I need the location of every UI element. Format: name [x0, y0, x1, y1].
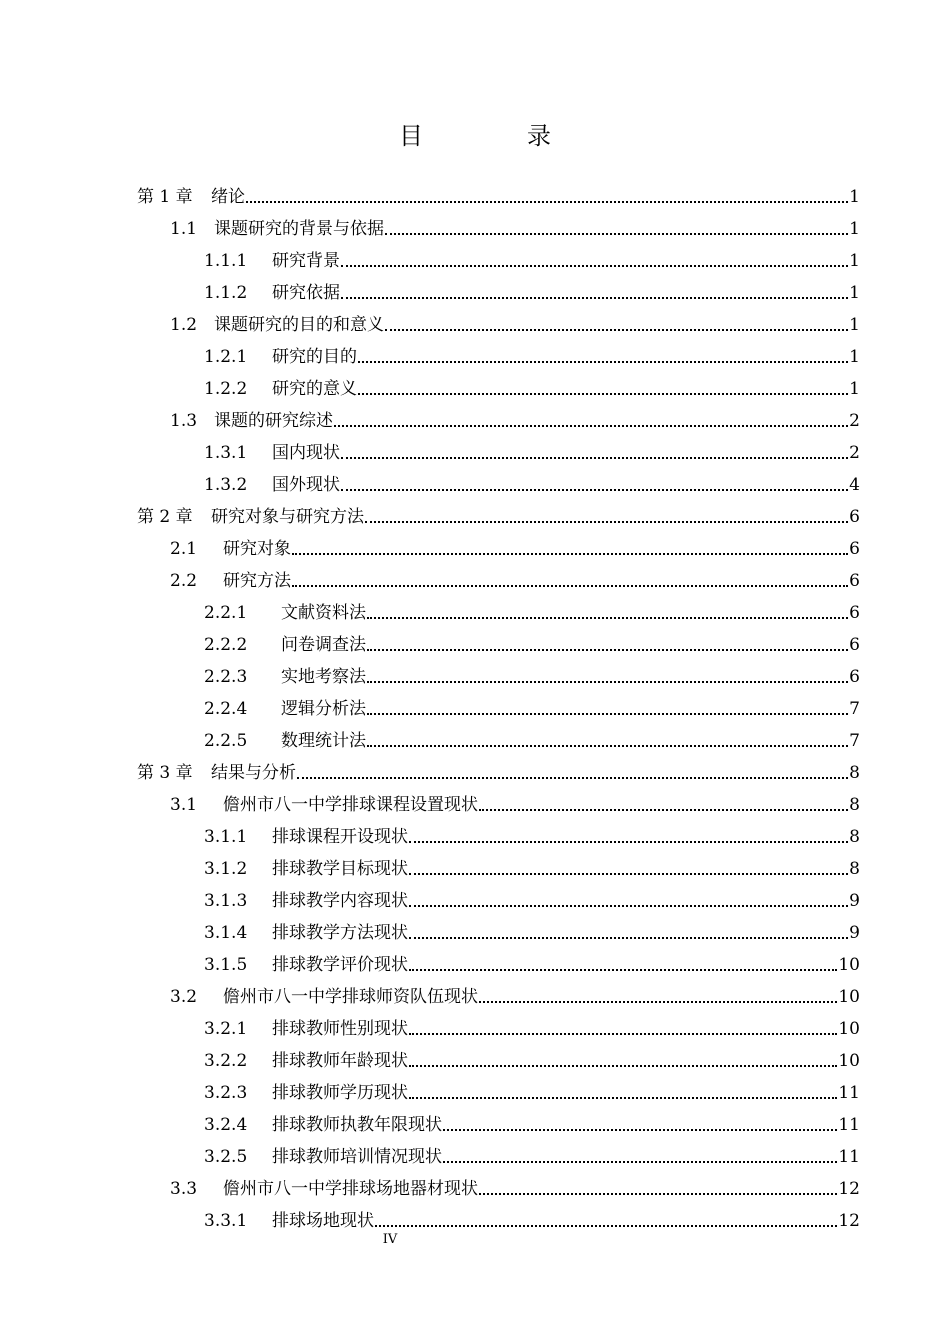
toc-entry-number: 3.1 — [170, 795, 198, 815]
toc-entry[interactable] — [137, 501, 860, 533]
toc-entry[interactable] — [204, 821, 860, 853]
toc-entry[interactable] — [137, 757, 860, 789]
toc-entry-page: 8 — [849, 795, 860, 815]
dot-leader — [443, 1161, 837, 1163]
toc-entry-label: 结果与分析 — [211, 763, 296, 783]
toc-entry-number: 1.2 — [170, 315, 198, 335]
toc-entry-page: 8 — [849, 763, 860, 783]
toc-entry-page: 12 — [838, 1179, 860, 1199]
dot-leader — [341, 297, 848, 299]
toc-entry[interactable] — [204, 661, 860, 693]
dot-leader — [443, 1129, 837, 1131]
page-number-footer: IV — [382, 1232, 398, 1247]
dot-leader — [292, 553, 848, 555]
toc-entry[interactable] — [204, 949, 860, 981]
toc-entry-page: 1 — [849, 379, 860, 399]
toc-entry-label: 研究依据 — [272, 283, 340, 303]
dot-leader — [409, 873, 848, 875]
toc-entry-page: 1 — [849, 187, 860, 207]
toc-entry-label: 实地考察法 — [281, 667, 366, 687]
toc-entry-page: 6 — [849, 667, 860, 687]
toc-entry-number: 1.2.2 — [204, 379, 248, 399]
toc-entry-label: 研究背景 — [272, 251, 340, 271]
dot-leader — [341, 489, 848, 491]
toc-entry-number: 第 3 章 — [137, 763, 193, 783]
toc-entry-page: 6 — [849, 635, 860, 655]
dot-leader — [297, 777, 848, 779]
dot-leader — [367, 681, 848, 683]
toc-entry-number: 3.1.1 — [204, 827, 248, 847]
toc-entry[interactable] — [204, 597, 860, 629]
toc-entry-label: 研究方法 — [223, 571, 291, 591]
toc-entry-label: 课题研究的背景与依据 — [214, 219, 384, 239]
toc-entry-page: 10 — [838, 955, 860, 975]
toc-entry-number: 3.2.3 — [204, 1083, 248, 1103]
toc-entry[interactable] — [170, 405, 860, 437]
toc-entry-label: 排球教学评价现状 — [272, 955, 408, 975]
dot-leader — [409, 1033, 837, 1035]
toc-entry[interactable] — [170, 213, 860, 245]
toc-entry-label: 文献资料法 — [281, 603, 366, 623]
toc-entry[interactable] — [204, 437, 860, 469]
toc-entry-label: 国内现状 — [272, 443, 340, 463]
dot-leader — [409, 1097, 837, 1099]
toc-entry[interactable] — [204, 917, 860, 949]
dot-leader — [409, 841, 848, 843]
toc-entry[interactable] — [204, 725, 860, 757]
toc-entry-number: 3.2 — [170, 987, 198, 1007]
dot-leader — [409, 937, 848, 939]
toc-entry[interactable] — [204, 1013, 860, 1045]
toc-entry-label: 排球教师性别现状 — [272, 1019, 408, 1039]
toc-entry-label: 研究的目的 — [272, 347, 357, 367]
toc-entry-number: 3.2.2 — [204, 1051, 248, 1071]
toc-entry-number: 2.2.2 — [204, 635, 248, 655]
toc-entry-page: 11 — [838, 1083, 860, 1103]
dot-leader — [367, 745, 848, 747]
dot-leader — [367, 649, 848, 651]
toc-entry[interactable] — [204, 629, 860, 661]
toc-entry-page: 7 — [849, 731, 860, 751]
dot-leader — [365, 521, 848, 523]
toc-entry-number: 第 2 章 — [137, 507, 193, 527]
toc-entry[interactable] — [170, 309, 860, 341]
toc-entry-number: 1.2.1 — [204, 347, 248, 367]
dot-leader — [358, 393, 848, 395]
dot-leader — [367, 713, 848, 715]
toc-entry-page: 12 — [838, 1211, 860, 1231]
dot-leader — [246, 201, 848, 203]
toc-entry[interactable] — [204, 693, 860, 725]
toc-entry-page: 1 — [849, 219, 860, 239]
toc-entry[interactable] — [170, 533, 860, 565]
toc-entry[interactable] — [204, 885, 860, 917]
toc-entry-number: 2.2.3 — [204, 667, 248, 687]
toc-entry-label: 课题研究的目的和意义 — [214, 315, 384, 335]
toc-entry[interactable] — [204, 1045, 860, 1077]
toc-entry-number: 2.2.1 — [204, 603, 248, 623]
toc-entry-label: 排球教学目标现状 — [272, 859, 408, 879]
dot-leader — [479, 1193, 837, 1195]
toc-entry-page: 10 — [838, 987, 860, 1007]
toc-entry-page: 6 — [849, 603, 860, 623]
toc-entry-label: 排球课程开设现状 — [272, 827, 408, 847]
dot-leader — [367, 617, 848, 619]
toc-entry-number: 1.1.1 — [204, 251, 248, 271]
toc-entry[interactable] — [204, 1141, 860, 1173]
toc-entry-number: 1.3 — [170, 411, 198, 431]
toc-entry-number: 2.2 — [170, 571, 198, 591]
dot-leader — [409, 905, 848, 907]
toc-entry-page: 2 — [849, 443, 860, 463]
toc-entry-page: 11 — [838, 1147, 860, 1167]
toc-entry[interactable] — [204, 853, 860, 885]
dot-leader — [334, 425, 848, 427]
dot-leader — [358, 361, 848, 363]
toc-entry-number: 第 1 章 — [137, 187, 193, 207]
dot-leader — [292, 585, 848, 587]
toc-entry-page: 1 — [849, 251, 860, 271]
toc-entry-label: 排球教学内容现状 — [272, 891, 408, 911]
toc-entry-number: 2.2.5 — [204, 731, 248, 751]
toc-entry-number: 1.1.2 — [204, 283, 248, 303]
toc-entry-page: 8 — [849, 859, 860, 879]
toc-entry-number: 1.3.1 — [204, 443, 248, 463]
toc-entry[interactable] — [137, 181, 860, 213]
toc-entry-number: 3.1.4 — [204, 923, 248, 943]
toc-entry-label: 绪论 — [211, 187, 245, 207]
toc-entry-number: 3.2.4 — [204, 1115, 248, 1135]
toc-entry-number: 2.2.4 — [204, 699, 248, 719]
toc-entry-page: 8 — [849, 827, 860, 847]
toc-entry[interactable] — [170, 565, 860, 597]
toc-entry-number: 2.1 — [170, 539, 198, 559]
toc-entry-label: 研究对象与研究方法 — [211, 507, 364, 527]
toc-entry-number: 3.1.5 — [204, 955, 248, 975]
toc-entry[interactable] — [204, 277, 860, 309]
toc-entry[interactable] — [204, 469, 860, 501]
dot-leader — [385, 233, 848, 235]
toc-entry-page: 10 — [838, 1051, 860, 1071]
dot-leader — [385, 329, 848, 331]
toc-entry-page: 1 — [849, 315, 860, 335]
toc-entry-number: 3.2.5 — [204, 1147, 248, 1167]
toc-entry-label: 排球场地现状 — [272, 1211, 374, 1231]
toc-entry-number: 3.3.1 — [204, 1211, 248, 1231]
toc-entry[interactable] — [204, 1109, 860, 1141]
toc-entry-number: 3.3 — [170, 1179, 198, 1199]
dot-leader — [479, 809, 848, 811]
toc-entry-label: 儋州市八一中学排球场地器材现状 — [223, 1179, 478, 1199]
toc-entry-label: 国外现状 — [272, 475, 340, 495]
toc-entry-label: 排球教师执教年限现状 — [272, 1115, 442, 1135]
toc-entry-label: 研究的意义 — [272, 379, 357, 399]
dot-leader — [341, 457, 848, 459]
toc-entry-page: 6 — [849, 571, 860, 591]
toc-entry[interactable] — [204, 373, 860, 405]
toc-entry-number: 1.3.2 — [204, 475, 248, 495]
toc-entry-page: 10 — [838, 1019, 860, 1039]
toc-entry-page: 9 — [849, 891, 860, 911]
page-title: 目 录 — [399, 122, 591, 150]
toc-entry[interactable] — [204, 341, 860, 373]
toc-entry-number: 3.1.3 — [204, 891, 248, 911]
toc-entry-page: 11 — [838, 1115, 860, 1135]
toc-entry-number: 3.2.1 — [204, 1019, 248, 1039]
toc-entry-label: 儋州市八一中学排球师资队伍现状 — [223, 987, 478, 1007]
toc-entry[interactable] — [204, 245, 860, 277]
toc-entry[interactable] — [170, 1173, 860, 1205]
toc-entry-label: 排球教师学历现状 — [272, 1083, 408, 1103]
toc-entry-page: 7 — [849, 699, 860, 719]
dot-leader — [341, 265, 848, 267]
toc-entry-page: 4 — [849, 475, 860, 495]
toc-entry-label: 儋州市八一中学排球课程设置现状 — [223, 795, 478, 815]
dot-leader — [409, 969, 837, 971]
dot-leader — [375, 1225, 837, 1227]
toc-entry-label: 数理统计法 — [281, 731, 366, 751]
toc-entry-label: 问卷调查法 — [281, 635, 366, 655]
toc-entry-number: 1.1 — [170, 219, 198, 239]
toc-entry-label: 排球教师培训情况现状 — [272, 1147, 442, 1167]
toc-entry-label: 课题的研究综述 — [214, 411, 333, 431]
toc-entry-page: 6 — [849, 507, 860, 527]
toc-entry-label: 逻辑分析法 — [281, 699, 366, 719]
toc-entry-label: 研究对象 — [223, 539, 291, 559]
toc-entry[interactable] — [170, 981, 860, 1013]
toc-entry-page: 9 — [849, 923, 860, 943]
toc-entry-page: 6 — [849, 539, 860, 559]
toc-entry[interactable] — [204, 1077, 860, 1109]
dot-leader — [409, 1065, 837, 1067]
toc-entry-number: 3.1.2 — [204, 859, 248, 879]
dot-leader — [479, 1001, 837, 1003]
toc-entry-label: 排球教学方法现状 — [272, 923, 408, 943]
toc-entry-page: 2 — [849, 411, 860, 431]
toc-entry-page: 1 — [849, 283, 860, 303]
toc-entry-label: 排球教师年龄现状 — [272, 1051, 408, 1071]
toc-entry-page: 1 — [849, 347, 860, 367]
toc-entry[interactable] — [170, 789, 860, 821]
